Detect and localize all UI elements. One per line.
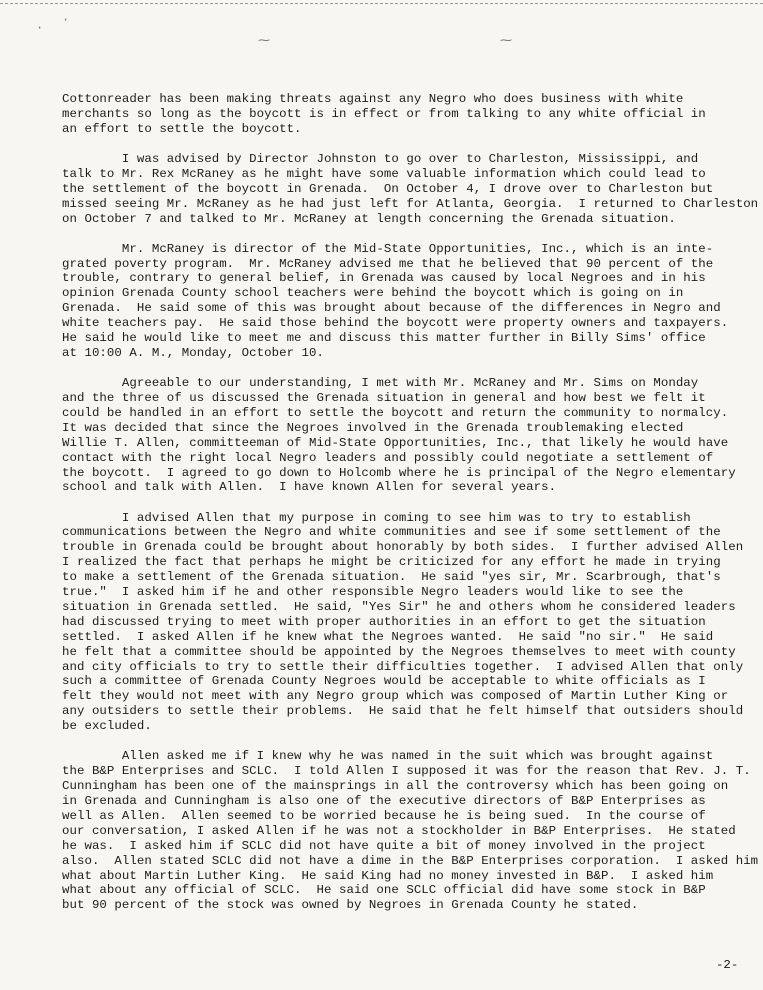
text-line: could be handled in an effort to settle the boycott and return the community to normalcy.	[62, 405, 729, 420]
text-line: grated poverty program. Mr. McRaney advised me that he believed that 90 percent of the	[62, 256, 714, 271]
text-line: felt they would not meet with any Negro group which was composed of Martin Luther King or	[62, 689, 729, 704]
text-line: and city officials to try to settle their difficulties together. I advised Allen that only	[62, 659, 744, 674]
text-line: on October 7 and talked to Mr. McRaney at length concerning the Grenada situation.	[62, 211, 676, 226]
text-line: had discussed trying to meet with proper authorities in an effort to get the situation	[62, 614, 706, 629]
text-line: trouble, contrary to general belief, in Grenada was caused by local Negroes and in his	[62, 271, 706, 286]
text-line: trouble in Grenada could be brought about honorably by both sides. I further advised Allen	[62, 540, 744, 555]
paragraph	[62, 92, 762, 137]
text-line: school and talk with Allen. I have known Allen for several years.	[62, 480, 557, 495]
text-line: I was advised by Director Johnston to go over to Charleston, Mississippi, and	[62, 151, 699, 166]
text-line: an effort to settle the boycott.	[62, 121, 302, 136]
paragraph	[62, 376, 762, 495]
text-line: at 10:00 A. M., Monday, October 10.	[62, 345, 324, 360]
text-line: the B&P Enterprises and SCLC. I told Allen I supposed it was for the reason that Rev. J. T.	[62, 764, 751, 779]
page-top-edge	[0, 3, 763, 4]
text-line: well as Allen. Allen seemed to be worried because he is being sued. In the course of	[62, 808, 706, 823]
text-line: also. Allen stated SCLC did not have a dime in the B&P Enterprises corporation. I asked him	[62, 853, 759, 868]
text-line: talk to Mr. Rex McRaney as he might have some valuable information which could lead to	[62, 166, 706, 181]
text-line: Willie T. Allen, committeeman of Mid-State Opportunities, Inc., that likely he would have	[62, 435, 729, 450]
text-line: Allen asked me if I knew why he was named in the suit which was brought against	[62, 749, 714, 764]
text-line: white teachers pay. He said those behind the boycott were property owners and taxpayers.	[62, 316, 729, 331]
text-line: settled. I asked Allen if he knew what the Negroes wanted. He said "no sir." He said	[62, 629, 714, 644]
text-line: Cunningham has been one of the mainsprings in all the controversy which has been going on	[62, 779, 729, 794]
punch-mark: ⁓	[258, 34, 270, 48]
paragraph	[62, 749, 762, 913]
text-line: he felt that a committee should be appointed by the Negroes themselves to meet with county	[62, 644, 736, 659]
text-line: Cottonreader has been making threats against any Negro who does business with white	[62, 92, 684, 106]
text-line: situation in Grenada settled. He said, "Yes Sir" he and others whom he considered leaders	[62, 599, 736, 614]
text-line: the settlement of the boycott in Grenada. On October 4, I drove over to Charleston but	[62, 181, 714, 196]
text-line: communications between the Negro and white communities and see if some settlement of the	[62, 525, 721, 540]
text-line: I advised Allen that my purpose in coming to see him was to try to establish	[62, 510, 691, 525]
text-line: to make a settlement of the Grenada situation. He said "yes sir, Mr. Scarbrough, that's	[62, 570, 721, 585]
text-line: missed seeing Mr. McRaney as he had just left for Atlanta, Georgia. I returned to Charleston	[62, 196, 759, 211]
text-line: He said he would like to meet me and discuss this matter further in Billy Sims' office	[62, 331, 706, 346]
paragraph	[62, 511, 762, 735]
text-line: and the three of us discussed the Grenada situation in general and how best we felt it	[62, 390, 706, 405]
text-line: I realized the fact that perhaps he might be criticized for any effort he made in trying	[62, 555, 721, 570]
text-line: contact with the right local Negro leaders and possibly could negotiate a settlement of	[62, 450, 714, 465]
text-line: It was decided that since the Negroes involved in the Grenada troublemaking elected	[62, 420, 684, 435]
paragraph	[62, 152, 762, 227]
scan-speck: ·	[36, 21, 44, 35]
text-line: Mr. McRaney is director of the Mid-State Opportunities, Inc., which is an inte-	[62, 241, 714, 256]
text-line: but 90 percent of the stock was owned by Negroes in Grenada County he stated.	[62, 898, 639, 913]
text-line: in Grenada and Cunningham is also one of the executive directors of B&P Enterprises as	[62, 794, 706, 808]
page-number: -2-	[716, 958, 739, 972]
scan-speck: ·	[62, 13, 70, 27]
text-line: our conversation, I asked Allen if he was not a stockholder in B&P Enterprises. He stated	[62, 823, 736, 838]
text-line: what about any official of SCLC. He said one SCLC official did have some stock in B&P	[62, 883, 706, 898]
text-line: he was. I asked him if SCLC did not have quite a bit of money involved in the project	[62, 838, 706, 853]
text-line: such a committee of Grenada County Negroes would be acceptable to white officials as I	[62, 674, 706, 689]
text-line: be excluded.	[62, 719, 152, 734]
text-line: Agreeable to our understanding, I met with Mr. McRaney and Mr. Sims on Monday	[62, 376, 699, 391]
text-line: true." I asked him if he and other responsible Negro leaders would like to see the	[62, 585, 684, 600]
text-line: any outsiders to settle their problems. He said that he felt himself that outsiders should	[62, 704, 744, 719]
text-line: what about Martin Luther King. He said King had no money invested in B&P. I asked him	[62, 868, 714, 883]
document-body	[62, 92, 762, 928]
punch-mark: ⁓	[500, 34, 512, 48]
text-line: Grenada. He said some of this was brought about because of the differences in Negro and	[62, 301, 721, 316]
text-line: merchants so long as the boycott is in effect or from talking to any white official in	[62, 106, 706, 121]
text-line: the boycott. I agreed to go down to Holcomb where he is principal of the Negro elementary	[62, 465, 736, 480]
text-line: opinion Grenada County school teachers were behind the boycott which is going on in	[62, 286, 684, 301]
paragraph	[62, 242, 762, 361]
